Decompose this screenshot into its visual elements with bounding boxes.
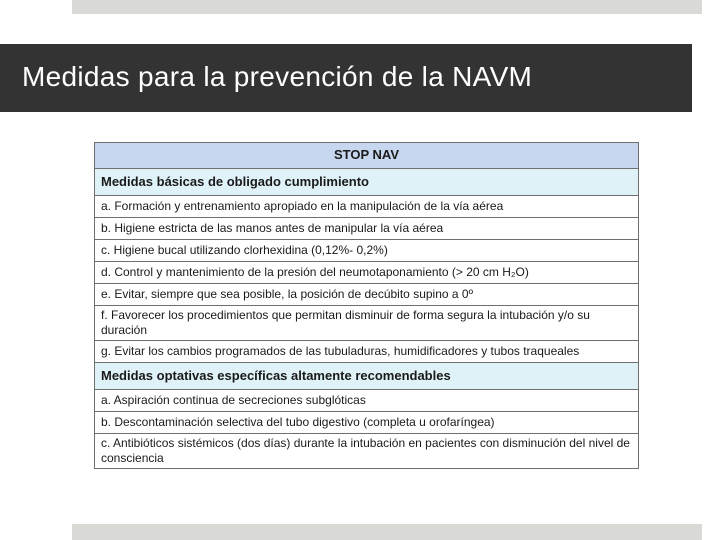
table-row <box>95 341 639 363</box>
section-heading-optional: Medidas optativas específicas altamente recomendables <box>95 363 639 390</box>
measure-item: e. Evitar, siempre que sea posible, la posición de decúbito supino a 0º <box>95 284 639 306</box>
stop-nav-table <box>94 142 639 469</box>
table-row <box>95 240 639 262</box>
table-row <box>95 262 639 284</box>
table-row <box>95 284 639 306</box>
section-heading-basic: Medidas básicas de obligado cumplimiento <box>95 169 639 196</box>
measure-item: g. Evitar los cambios programados de las tubuladuras, humidificadores y tubos traqueales <box>95 341 639 363</box>
measure-item: f. Favorecer los procedimientos que permitan disminuir de forma segura la intubación y/o su duración <box>95 306 639 341</box>
measure-item: a. Formación y entrenamiento apropiado en la manipulación de la vía aérea <box>95 196 639 218</box>
measure-item: a. Aspiración continua de secreciones subglóticas <box>95 390 639 412</box>
table-row <box>95 306 639 341</box>
section-header-row <box>95 363 639 390</box>
table-row <box>95 196 639 218</box>
table-row <box>95 218 639 240</box>
table-title-row <box>95 143 639 169</box>
measure-item: b. Descontaminación selectiva del tubo digestivo (completa u orofaríngea) <box>95 412 639 434</box>
slide-title: Medidas para la prevención de la NAVM <box>22 61 533 92</box>
table-row <box>95 434 639 469</box>
table-title: STOP NAV <box>95 143 639 169</box>
top-decorative-strip <box>72 0 702 14</box>
table-row <box>95 412 639 434</box>
table-row <box>95 390 639 412</box>
measure-item: d. Control y mantenimiento de la presión del neumotaponamiento (> 20 cm H₂O) <box>95 262 639 284</box>
measure-item: b. Higiene estricta de las manos antes de manipular la vía aérea <box>95 218 639 240</box>
section-header-row <box>95 169 639 196</box>
measure-item: c. Higiene bucal utilizando clorhexidina (0,12%- 0,2%) <box>95 240 639 262</box>
measure-item: c. Antibióticos sistémicos (dos días) durante la intubación en pacientes con disminución del nivel de consciencia <box>95 434 639 469</box>
bottom-decorative-strip <box>72 524 702 540</box>
